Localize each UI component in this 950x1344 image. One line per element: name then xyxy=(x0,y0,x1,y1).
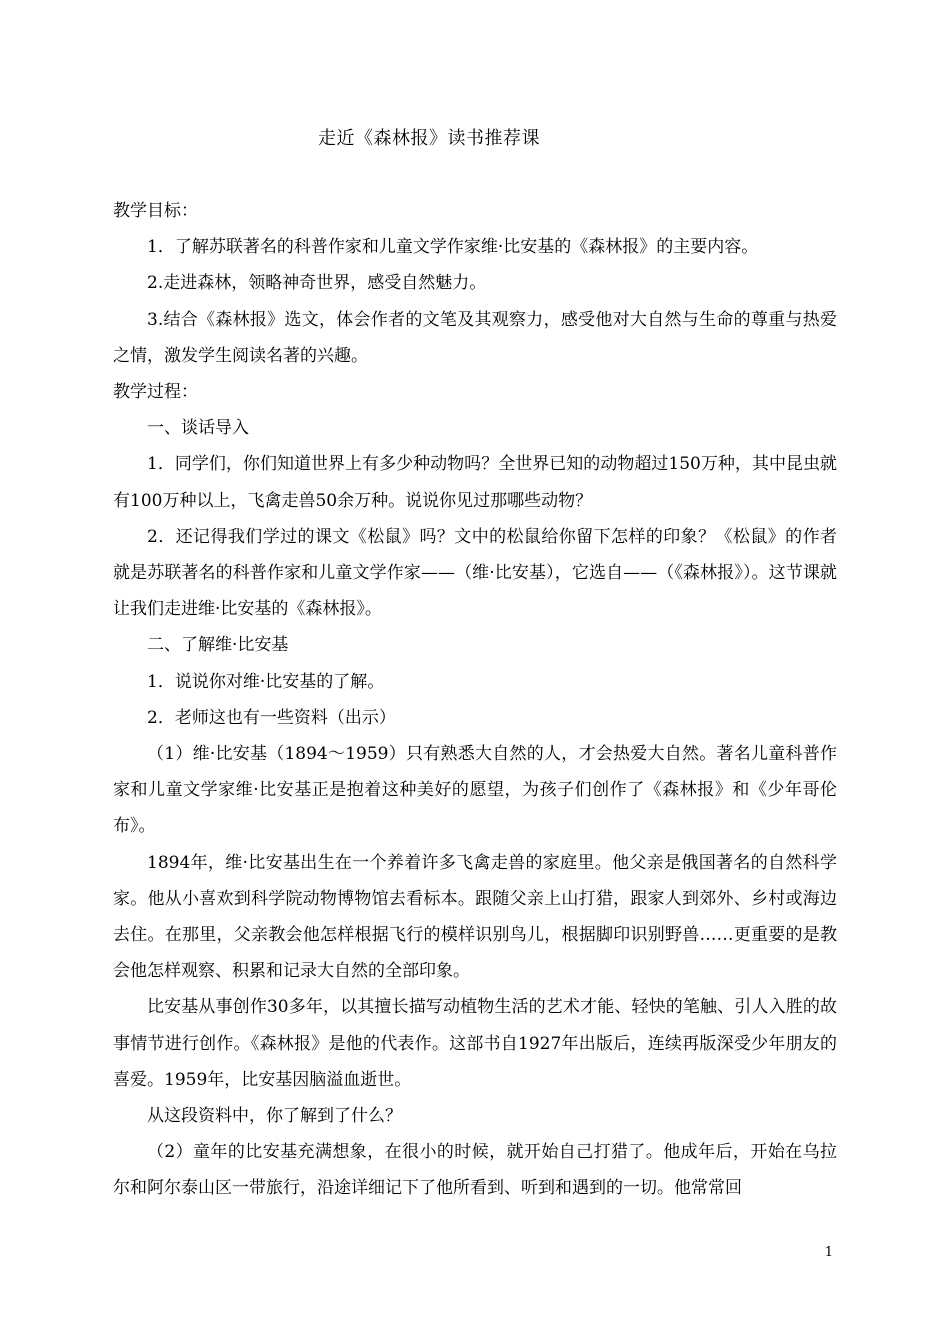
document-title: 走近《森林报》读书推荐课 xyxy=(318,128,540,149)
goal-item-2: 2.走进森林，领略神奇世界，感受自然魅力。 xyxy=(147,273,487,294)
section-1-item-2: 2．还记得我们学过的课文《松鼠》吗？文中的松鼠给你留下怎样的印象？《松鼠》的作者就是苏联著名的科普作家和儿童文学作家——（维·比安基），它选自——（《森林报》）。这节课就让我们走进维·比安基的《森林报》。 xyxy=(113,526,837,620)
question-1: 从这段资料中，你了解到了什么？ xyxy=(147,1106,402,1127)
material-1-paragraph-1: （1）维·比安基（1894～1959）只有熟悉大自然的人，才会热爱大自然。著名儿童科普作家和儿童文学家维·比安基正是抱着这种美好的愿望，为孩子们创作了《森林报》和《少年哥伦布》。 xyxy=(113,744,837,837)
material-2-paragraph-1: （2）童年的比安基充满想象，在很小的时候，就开始自己打猎了。他成年后，开始在乌拉尔和阿尔泰山区一带旅行，沿途详细记下了他所看到、听到和遇到的一切。他常常回 xyxy=(113,1142,837,1199)
process-heading: 教学过程： xyxy=(113,382,198,403)
goal-item-3: 3.结合《森林报》选文，体会作者的文笔及其观察力，感受他对大自然与生命的尊重与热爱之情，激发学生阅读名著的兴趣。 xyxy=(113,309,837,366)
section-2-heading: 二、了解维·比安基 xyxy=(147,635,289,656)
section-1-heading: 一、谈话导入 xyxy=(147,418,249,439)
material-1-paragraph-2: 1894年，维·比安基出生在一个养着许多飞禽走兽的家庭里。他父亲是俄国著名的自然科学家。他从小喜欢到科学院动物博物馆去看标本。跟随父亲上山打猎，跟家人到郊外、乡村或海边去住。在那里，父亲教会他怎样根据飞行的模样识别鸟儿，根据脚印识别野兽……更重要的是教会他怎样观察、积累和记录大自然的全部印象。 xyxy=(113,852,837,982)
section-2-item-1: 1．说说你对维·比安基的了解。 xyxy=(147,671,385,692)
page-number: 1 xyxy=(824,1245,833,1260)
goals-heading: 教学目标： xyxy=(113,201,198,221)
material-1-paragraph-3: 比安基从事创作30多年，以其擅长描写动植物生活的艺术才能、轻快的笔触、引人入胜的故事情节进行创作。《森林报》是他的代表作。这部书自1927年出版后，连续再版深受少年朋友的喜爱。1959年，比安基因脑溢血逝世。 xyxy=(113,997,837,1090)
document-body xyxy=(113,193,837,1207)
section-1-item-1: 1．同学们，你们知道世界上有多少种动物吗？全世界已知的动物超过150万种，其中昆虫就有100万种以上，飞禽走兽50余万种。说说你见过那哪些动物？ xyxy=(113,454,837,511)
goal-item-1: 1．了解苏联著名的科普作家和儿童文学作家维·比安基的《森林报》的主要内容。 xyxy=(147,237,759,258)
section-2-item-2: 2．老师这也有一些资料（出示） xyxy=(147,707,396,728)
